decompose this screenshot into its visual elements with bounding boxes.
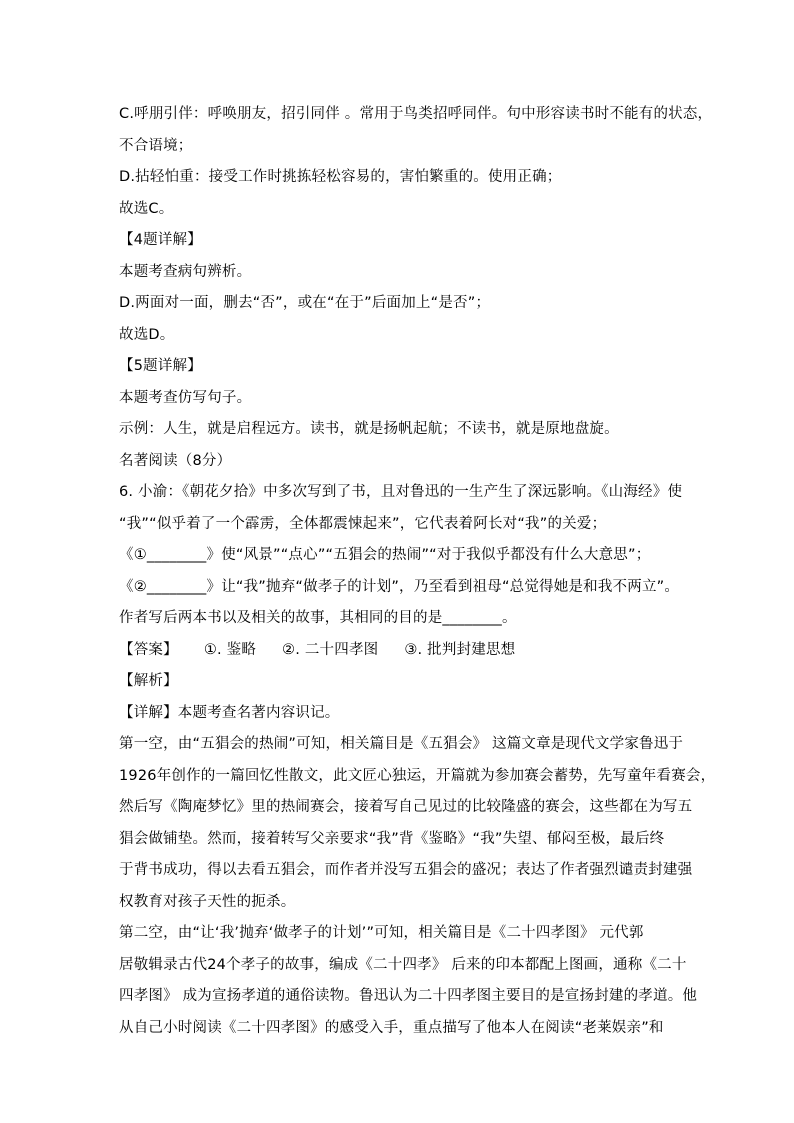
text-line: 【详解】本题考查名著内容识记。: [119, 704, 340, 721]
section-heading: 【4题详解】: [119, 232, 202, 248]
question-line: 《①________》使“风景”“点心”“五猖会的热闹”“对于我似乎都没有什么大意思”；: [119, 547, 651, 563]
text-line: 本题考查病句辨析。: [119, 263, 252, 280]
answer-item: ②. 二十四孝图: [282, 641, 379, 658]
text-line: D.拈轻怕重：接受工作时挑拣轻松容易的，害怕繁重的。使用正确；: [119, 169, 562, 185]
text-line: C.呼朋引伴：呼唤朋友，招引同伴 。常用于鸟类招呼同伴。句中形容读书时不能有的状态，: [119, 106, 713, 122]
text-line: 第二空，由“让‘我’抛弃‘做孝子的计划’”可知，相关篇目是《二十四孝图》 元代郭: [119, 925, 644, 941]
text-line: 于背书成功，得以去看五猖会，而作者并没写五猖会的盛况；表达了作者强烈谴责封建强: [119, 862, 693, 878]
question-line: 6. 小渝：《朝花夕拾》中多次写到了书，且对鲁迅的一生产生了深远影响。《山海经》使: [119, 484, 683, 500]
text-line: 权教育对孩子天性的扼杀。: [119, 893, 296, 910]
text-line: 故选C。: [119, 200, 174, 217]
section-heading: 【解析】: [119, 673, 178, 689]
text-line: 本题考查仿写句子。: [119, 389, 252, 406]
answer-item: ③. 批判封建思想: [404, 641, 516, 658]
question-line: 《②________》让“我”抛弃“做孝子的计划”，乃至看到祖母“总觉得她是和我不两立”。: [119, 578, 680, 595]
text-line: 四孝图》 成为宣扬孝道的通俗读物。鲁迅认为二十四孝图主要目的是宣扬封建的孝道。他: [119, 988, 698, 1004]
text-line: 示例：人生，就是启程远方。读书，就是扬帆起航；不读书，就是原地盘旋。: [119, 421, 619, 437]
text-line: 然后写《陶庵梦忆》里的热闹赛会，接着写自己见过的比较隆盛的赛会，这些都在为写五: [119, 799, 693, 815]
section-heading: 【5题详解】: [119, 358, 202, 374]
text-line: 居敬辑录古代24个孝子的故事，编成《二十四孝》 后来的印本都配上图画，通称《二十: [119, 956, 687, 973]
text-line: 1926年创作的一篇回忆性散文，此文匠心独运，开篇就为参加赛会蓄势，先写童年看赛会，: [119, 767, 716, 784]
text-line: D.两面对一面，删去“否”，或在“在于”后面加上“是否”；: [119, 295, 491, 311]
answer-line: [119, 635, 689, 667]
answer-item: ①. 鉴略: [203, 641, 257, 658]
text-line: 猖会做铺垫。然而，接着转写父亲要求“我”背《鉴略》“我”失望、郁闷至极，最后终: [119, 830, 665, 847]
question-line: “我”“似乎着了一个霹雳，全体都震悚起来”，它代表着阿长对“我”的关爱；: [119, 515, 607, 532]
text-line: 从自己小时阅读《二十四孝图》的感受入手，重点描写了他本人在阅读“老莱娱亲”和: [119, 1019, 664, 1036]
text-line: 不合语境；: [119, 137, 193, 154]
text-line: 故选D。: [119, 326, 175, 343]
section-heading: 名著阅读（8分）: [119, 452, 232, 469]
answer-label: 【答案】: [119, 641, 178, 658]
text-line: 第一空，由“五猖会的热闹”可知，相关篇目是《五猖会》 这篇文章是现代文学家鲁迅于: [119, 736, 684, 752]
question-line: 作者写后两本书以及相关的故事，其相同的目的是________。: [119, 610, 517, 626]
document-body: [119, 99, 716, 1044]
